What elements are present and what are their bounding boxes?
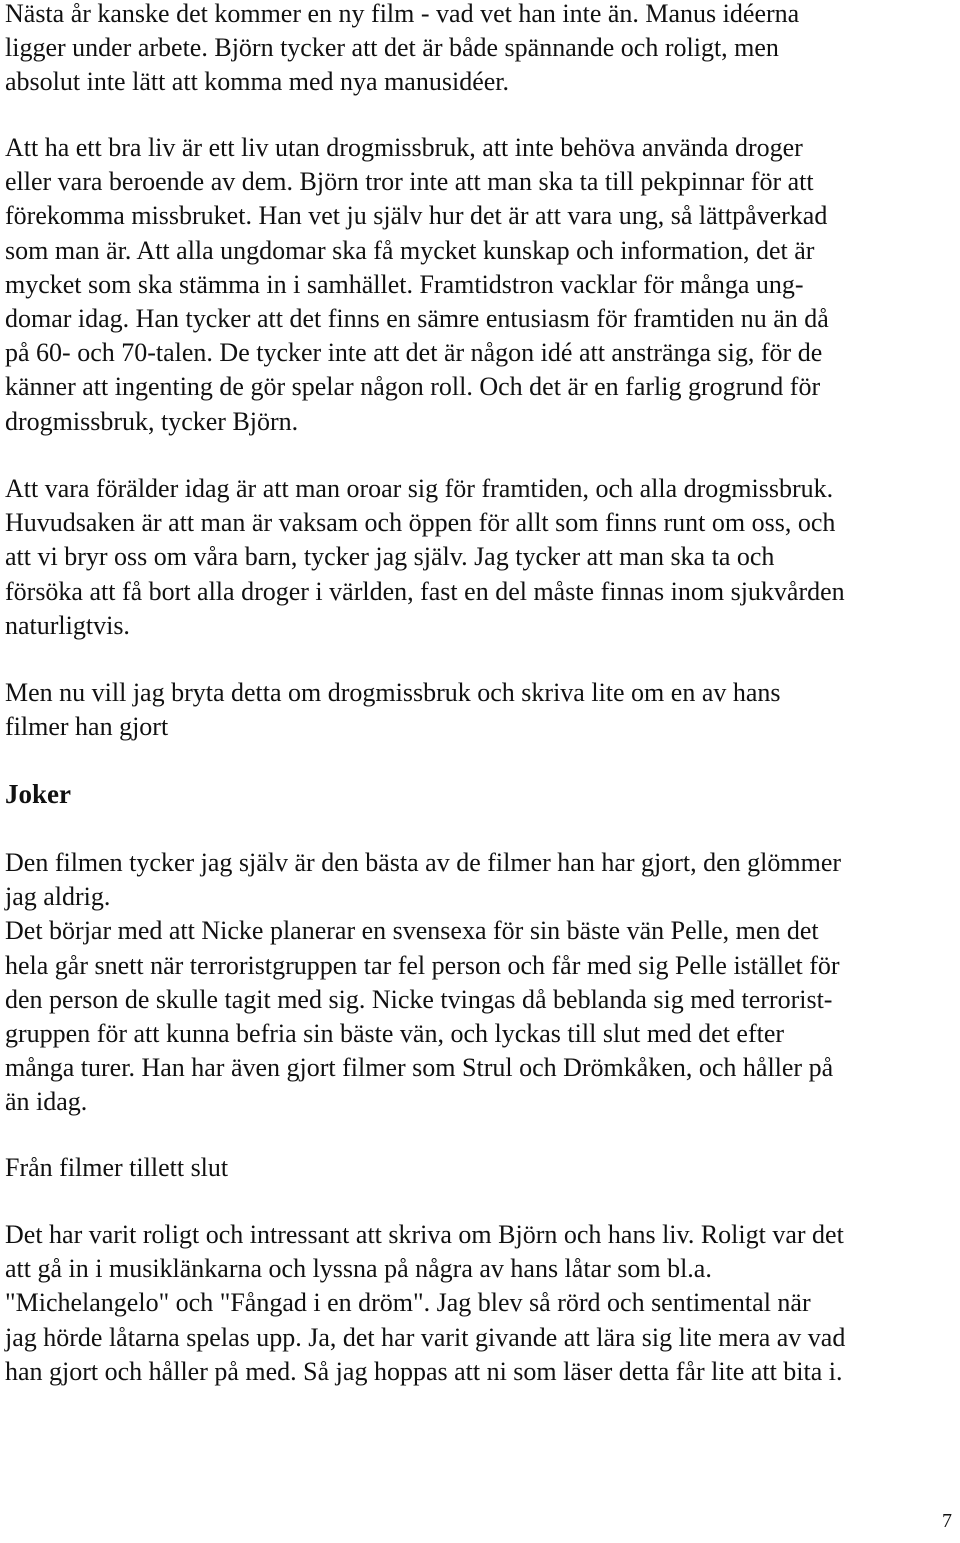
text-line: på 60- och 70-talen. De tycker inte att det är någon idé att anstränga sig, för de (5, 338, 823, 368)
paragraph-conclusion (5, 1218, 845, 1389)
text-line: den person de skulle tagit med sig. Nicke tvingas då beblanda sig med terrorist- (5, 984, 833, 1014)
paragraph-transition (5, 676, 781, 744)
text-line: drogmissbruk, tycker Björn. (5, 406, 299, 436)
text-line: Det börjar med att Nicke planerar en svensexa för sin bäste vän Pelle, men det (5, 916, 819, 946)
text-line: jag hörde låtarna spelas upp. Ja, det har varit givande att lära sig lite mera av vad (5, 1322, 846, 1352)
text-line: Att vara förälder idag är att man oroar sig för framtiden, och alla drogmissbruk. (5, 474, 834, 503)
text-line: jag aldrig. (5, 882, 111, 912)
text-line: eller vara beroende av dem. Björn tror inte att man ska ta till pekpinnar för att (5, 167, 814, 197)
text-line: naturligtvis. (5, 610, 130, 640)
text-line: känner att ingenting de gör spelar någon roll. Och det är en farlig grogrund för (5, 372, 821, 402)
text-line: hela går snett när terroristgruppen tar fel person och får med sig Pelle istället för (5, 950, 840, 980)
text-line: att vi bryr oss om våra barn, tycker jag själv. Jag tycker att man ska ta och (5, 542, 775, 572)
text-line: absolut inte lätt att komma med nya manusidéer. (5, 67, 509, 97)
paragraph-section-note (5, 1151, 228, 1185)
text-line: Den filmen tycker jag själv är den bästa av de filmer han har gjort, den glömmer (5, 848, 842, 877)
text-line: Det har varit roligt och intressant att skriva om Björn och hans liv. Roligt var det (5, 1220, 844, 1249)
text-line: Från filmer tillett slut (5, 1153, 229, 1182)
text-line: gruppen för att kunna befria sin bäste vän, och lyckas till slut med det efter (5, 1018, 785, 1048)
text-line: "Michelangelo" och "Fångad i en dröm". Jag blev så rörd och sentimental när (5, 1288, 811, 1318)
text-line: många turer. Han har även gjort filmer som Strul och Drömkåken, och håller på (5, 1053, 834, 1083)
text-line: Huvudsaken är att man är vaksam och öppen för allt som finns runt om oss, och (5, 508, 836, 538)
text-line: att gå in i musiklänkarna och lyssna på några av hans låtar som bl.a. (5, 1254, 712, 1284)
document-page (5, 0, 960, 1543)
text-line: försöka att få bort alla droger i världen, fast en del måste finnas inom sjukvården (5, 576, 845, 606)
paragraph-good-life (5, 131, 829, 439)
text-line: Att ha ett bra liv är ett liv utan drogmissbruk, att inte behöva använda droger (5, 133, 803, 162)
text-line: filmer han gjort (5, 712, 169, 742)
paragraph-next-film (5, 0, 799, 100)
text-line: han gjort och håller på med. Så jag hoppas att ni som läser detta får lite att bita i. (5, 1356, 843, 1386)
text-line: mycket som ska stämma in i samhället. Framtidstron vacklar för många ung- (5, 269, 804, 299)
paragraph-parenting (5, 472, 845, 643)
page-number: 7 (942, 1510, 952, 1532)
text-line: domar idag. Han tycker att det finns en sämre entusiasm för framtiden nu än då (5, 303, 829, 333)
section-heading-joker: Joker (5, 779, 71, 809)
text-line: Nästa år kanske det kommer en ny film - vad vet han inte än. Manus idéerna (5, 0, 800, 28)
paragraph-joker-summary (5, 846, 841, 1120)
text-line: ligger under arbete. Björn tycker att det är både spännande och roligt, men (5, 33, 779, 63)
text-line: förekomma missbruket. Han vet ju själv hur det är att vara ung, så lättpåverkad (5, 201, 828, 231)
text-line: som man är. Att alla ungdomar ska få mycket kunskap och information, det är (5, 235, 815, 265)
text-line: än idag. (5, 1087, 88, 1117)
text-line: Men nu vill jag bryta detta om drogmissbruk och skriva lite om en av hans (5, 678, 781, 707)
